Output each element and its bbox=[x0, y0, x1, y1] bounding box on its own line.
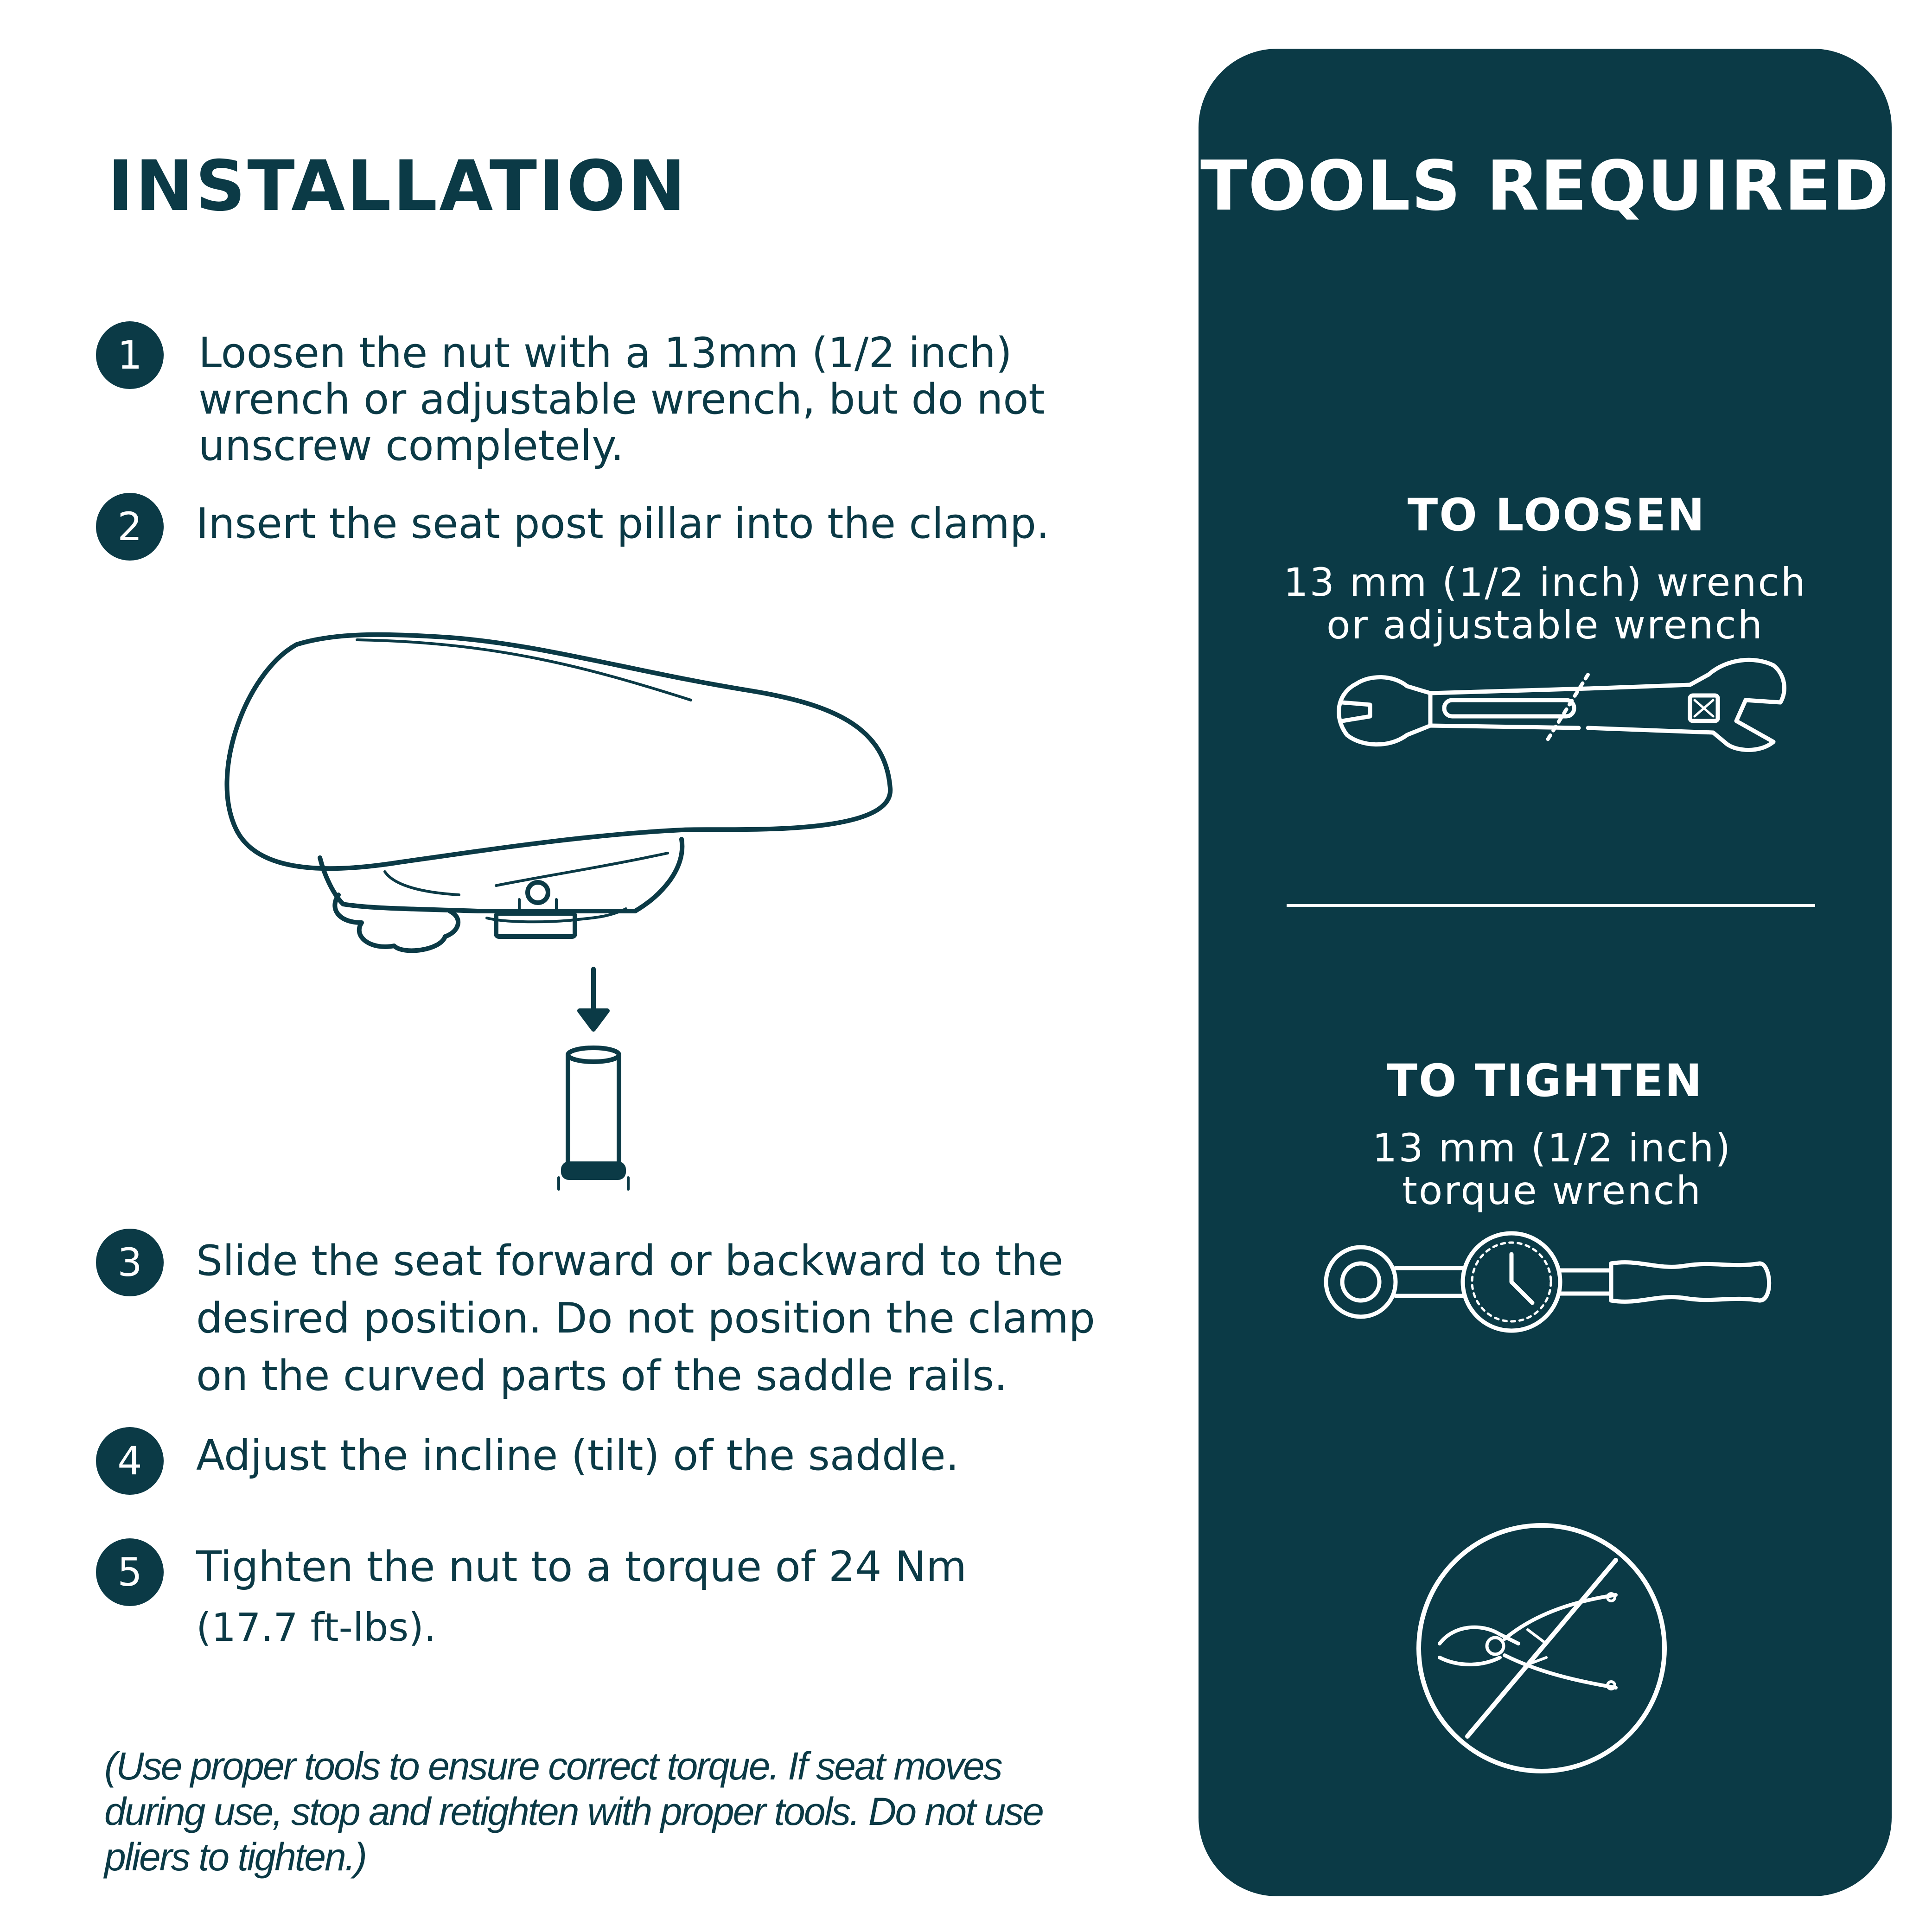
step-2-text bbox=[196, 501, 1050, 547]
step-5-torque-conversion: (17.7 ft-lbs). bbox=[196, 1605, 436, 1650]
note-line-1: (Use proper tools to ensure correct torque. If seat moves bbox=[104, 1744, 1001, 1788]
saddle-installation-illustration bbox=[218, 635, 913, 1201]
step-1-line-2: wrench or adjustable wrench, but do not bbox=[198, 375, 1045, 424]
step-4-line-1: Adjust the incline (tilt) of the saddle. bbox=[196, 1431, 959, 1480]
note-line-2: during use, stop and retighten with proper tools. Do not use bbox=[104, 1790, 1043, 1833]
step-3-line-2: desired position. Do not position the clamp bbox=[196, 1294, 1096, 1343]
step-5-text bbox=[196, 1544, 967, 1651]
step-1-badge bbox=[96, 321, 164, 389]
step-5-line-1: Tighten the nut to a torque of 24 Nm bbox=[196, 1543, 967, 1591]
to-tighten-heading: TO TIGHTEN bbox=[1387, 1055, 1703, 1107]
step-4-number: 4 bbox=[117, 1438, 142, 1484]
combination-adjustable-wrench-icon bbox=[1328, 656, 1792, 758]
tools-divider bbox=[1287, 904, 1815, 907]
no-pliers-icon bbox=[1412, 1518, 1671, 1778]
safety-note bbox=[104, 1743, 1069, 1880]
step-3-number: 3 bbox=[117, 1240, 142, 1285]
step-4-badge bbox=[96, 1427, 164, 1495]
tools-required-panel bbox=[1199, 49, 1892, 1896]
to-loosen-heading: TO LOOSEN bbox=[1407, 489, 1706, 541]
step-5-badge bbox=[96, 1538, 164, 1606]
step-2-line-1: Insert the seat post pillar into the clamp. bbox=[196, 499, 1050, 548]
note-line-3: pliers to tighten.) bbox=[104, 1835, 366, 1879]
installation-title: INSTALLATION bbox=[108, 146, 688, 227]
torque-wrench-icon bbox=[1324, 1226, 1787, 1338]
step-2-badge bbox=[96, 493, 164, 561]
step-1-text bbox=[198, 330, 1045, 469]
step-1-line-3: unscrew completely. bbox=[198, 421, 624, 470]
to-tighten-description bbox=[1199, 1127, 1892, 1212]
step-1-line-1: Loosen the nut with a 13mm (1/2 inch) bbox=[198, 329, 1012, 377]
step-3-text bbox=[196, 1232, 1095, 1405]
step-5-number: 5 bbox=[117, 1549, 142, 1595]
to-loosen-description bbox=[1199, 561, 1892, 646]
tools-required-title: TOOLS REQUIRED bbox=[1200, 146, 1890, 226]
to-tighten-line-2: torque wrench bbox=[1402, 1168, 1702, 1213]
to-loosen-line-2: or adjustable wrench bbox=[1326, 602, 1764, 648]
to-loosen-line-1: 13 mm (1/2 inch) wrench bbox=[1283, 560, 1807, 605]
step-1-number: 1 bbox=[117, 332, 142, 378]
step-4-text bbox=[196, 1433, 959, 1479]
to-tighten-line-1: 13 mm (1/2 inch) bbox=[1372, 1125, 1732, 1171]
step-3-badge bbox=[96, 1229, 164, 1296]
step-3-line-3: on the curved parts of the saddle rails. bbox=[196, 1352, 1007, 1400]
step-3-line-1: Slide the seat forward or backward to the bbox=[196, 1237, 1064, 1285]
step-2-number: 2 bbox=[117, 504, 142, 549]
